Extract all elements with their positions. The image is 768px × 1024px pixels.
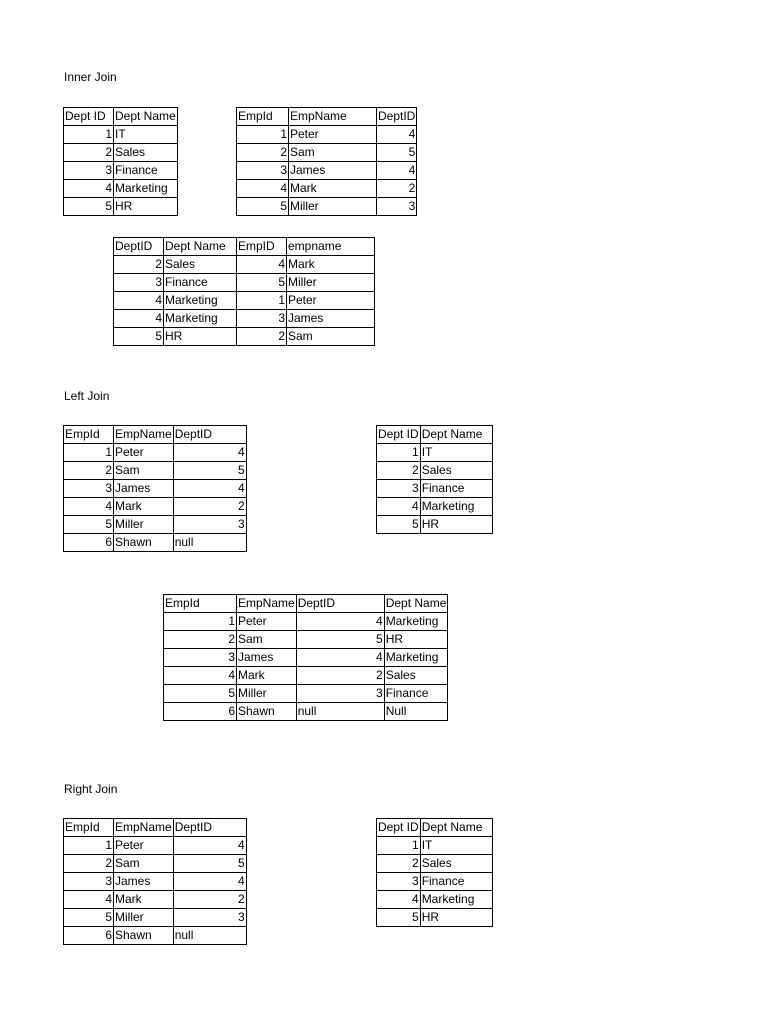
table-row: [237, 180, 417, 198]
section-title-left-join: Left Join: [64, 389, 110, 403]
table-cell: 4: [237, 180, 289, 198]
left-emp-table: [63, 425, 247, 552]
left-dept-table: [376, 425, 493, 534]
table-cell: 5: [377, 144, 417, 162]
table-cell: Miller: [237, 685, 297, 703]
table-cell: Miller: [287, 274, 375, 292]
column-header: EmpId: [164, 595, 237, 613]
column-header: empname: [287, 238, 375, 256]
table-cell: 3: [296, 685, 384, 703]
table-cell: 1: [237, 292, 287, 310]
table-cell: 5: [114, 328, 164, 346]
table-cell: 2: [64, 462, 114, 480]
table-cell: null: [296, 703, 384, 721]
table-cell: 4: [114, 310, 164, 328]
right-dept-table-header-row: [377, 819, 493, 837]
table-cell: Mark: [287, 256, 375, 274]
table-cell: 4: [173, 444, 246, 462]
column-header: EmpName: [114, 426, 174, 444]
table-cell: Marketing: [164, 310, 237, 328]
table-cell: 5: [237, 198, 289, 216]
table-cell: 4: [377, 126, 417, 144]
table-cell: 4: [114, 292, 164, 310]
table-row: [64, 837, 247, 855]
section-title-inner-join: Inner Join: [64, 70, 117, 84]
table-cell: Marketing: [384, 613, 448, 631]
table-row: [64, 180, 178, 198]
table-cell: 6: [64, 534, 114, 552]
inner-dept-table-header-row: [64, 108, 178, 126]
table-cell: HR: [384, 631, 448, 649]
table-cell: 2: [237, 144, 289, 162]
table-cell: 1: [377, 837, 421, 855]
table-cell: HR: [114, 198, 178, 216]
table-cell: HR: [420, 909, 492, 927]
table-cell: Peter: [114, 444, 174, 462]
inner-result-table: [113, 237, 375, 346]
table-cell: Shawn: [114, 534, 174, 552]
table-row: [64, 144, 178, 162]
table-cell: 2: [114, 256, 164, 274]
table-cell: 2: [296, 667, 384, 685]
table-cell: 4: [237, 256, 287, 274]
table-cell: HR: [420, 516, 492, 534]
table-cell: Marketing: [384, 649, 448, 667]
table-cell: 5: [64, 909, 114, 927]
table-cell: IT: [420, 837, 492, 855]
table-cell: Finance: [420, 480, 492, 498]
inner-emp-table-header-row: [237, 108, 417, 126]
table-cell: Finance: [114, 162, 178, 180]
table-cell: James: [114, 480, 174, 498]
table-cell: Mark: [114, 891, 174, 909]
table-cell: Mark: [114, 498, 174, 516]
table-cell: Miller: [289, 198, 377, 216]
table-cell: 2: [237, 328, 287, 346]
column-header: DeptID: [173, 426, 246, 444]
table-cell: James: [237, 649, 297, 667]
column-header: Dept Name: [164, 238, 237, 256]
table-cell: Mark: [237, 667, 297, 685]
table-cell: Marketing: [114, 180, 178, 198]
table-cell: 3: [64, 480, 114, 498]
inner-dept-table: [63, 107, 178, 216]
inner-emp-table: [236, 107, 417, 216]
table-row: [237, 144, 417, 162]
table-cell: null: [173, 534, 246, 552]
table-row: [377, 498, 493, 516]
table-row: [164, 613, 448, 631]
left-result-table: [163, 594, 448, 721]
table-cell: 3: [377, 873, 421, 891]
table-row: [377, 873, 493, 891]
left-dept-table-header-row: [377, 426, 493, 444]
table-cell: Miller: [114, 909, 174, 927]
column-header: EmpName: [114, 819, 174, 837]
table-cell: James: [287, 310, 375, 328]
table-row: [237, 162, 417, 180]
table-row: [114, 256, 375, 274]
table-cell: 2: [173, 891, 246, 909]
table-cell: null: [173, 927, 246, 945]
table-cell: 6: [64, 927, 114, 945]
table-cell: 1: [377, 444, 421, 462]
table-row: [237, 198, 417, 216]
table-row: [377, 462, 493, 480]
inner-result-table-header-row: [114, 238, 375, 256]
table-cell: 2: [64, 855, 114, 873]
table-cell: 2: [377, 855, 421, 873]
table-row: [64, 891, 247, 909]
table-cell: Finance: [384, 685, 448, 703]
table-cell: IT: [420, 444, 492, 462]
table-cell: Shawn: [237, 703, 297, 721]
table-cell: Finance: [164, 274, 237, 292]
table-row: [164, 631, 448, 649]
table-row: [164, 703, 448, 721]
table-cell: Finance: [420, 873, 492, 891]
table-row: [64, 534, 247, 552]
table-cell: Sam: [237, 631, 297, 649]
table-row: [114, 328, 375, 346]
table-cell: James: [114, 873, 174, 891]
column-header: EmpId: [64, 426, 114, 444]
table-row: [164, 685, 448, 703]
table-row: [64, 462, 247, 480]
table-row: [377, 891, 493, 909]
table-cell: Marketing: [420, 498, 492, 516]
table-row: [64, 444, 247, 462]
table-cell: Miller: [114, 516, 174, 534]
table-cell: 1: [64, 837, 114, 855]
table-cell: 4: [377, 498, 421, 516]
table-cell: Marketing: [420, 891, 492, 909]
column-header: Dept Name: [420, 426, 492, 444]
right-emp-table-header-row: [64, 819, 247, 837]
table-cell: 3: [173, 909, 246, 927]
table-cell: 5: [173, 855, 246, 873]
table-cell: 4: [173, 837, 246, 855]
table-cell: 3: [237, 162, 289, 180]
table-cell: 5: [377, 516, 421, 534]
right-emp-table: [63, 818, 247, 945]
table-cell: 5: [64, 516, 114, 534]
table-cell: 1: [64, 444, 114, 462]
table-row: [64, 126, 178, 144]
table-cell: Sam: [114, 855, 174, 873]
table-cell: Null: [384, 703, 448, 721]
table-row: [377, 516, 493, 534]
table-row: [377, 855, 493, 873]
column-header: DeptID: [377, 108, 417, 126]
table-cell: 6: [164, 703, 237, 721]
table-row: [377, 909, 493, 927]
column-header: EmpName: [289, 108, 377, 126]
left-result-table-header-row: [164, 595, 448, 613]
table-cell: 5: [164, 685, 237, 703]
table-cell: 4: [164, 667, 237, 685]
table-cell: 4: [64, 498, 114, 516]
table-cell: Peter: [237, 613, 297, 631]
column-header: DeptID: [114, 238, 164, 256]
table-cell: 1: [164, 613, 237, 631]
table-row: [377, 837, 493, 855]
table-cell: Sam: [114, 462, 174, 480]
table-cell: Sam: [289, 144, 377, 162]
table-cell: Mark: [289, 180, 377, 198]
column-header: Dept ID: [377, 819, 421, 837]
column-header: Dept ID: [377, 426, 421, 444]
column-header: Dept Name: [420, 819, 492, 837]
table-cell: 5: [173, 462, 246, 480]
table-cell: 3: [64, 162, 114, 180]
column-header: EmpName: [237, 595, 297, 613]
table-cell: Sam: [287, 328, 375, 346]
table-row: [114, 310, 375, 328]
table-row: [114, 292, 375, 310]
table-row: [64, 498, 247, 516]
table-cell: 3: [377, 198, 417, 216]
table-cell: 2: [377, 462, 421, 480]
table-row: [64, 927, 247, 945]
table-cell: Sales: [420, 855, 492, 873]
column-header: EmpId: [237, 108, 289, 126]
table-cell: IT: [114, 126, 178, 144]
table-cell: Sales: [420, 462, 492, 480]
table-cell: 3: [164, 649, 237, 667]
table-cell: 4: [377, 891, 421, 909]
table-cell: 3: [237, 310, 287, 328]
table-cell: 3: [377, 480, 421, 498]
column-header: Dept ID: [64, 108, 114, 126]
table-row: [164, 667, 448, 685]
table-cell: 1: [237, 126, 289, 144]
column-header: DeptID: [296, 595, 384, 613]
table-cell: 2: [377, 180, 417, 198]
table-row: [237, 126, 417, 144]
table-cell: HR: [164, 328, 237, 346]
column-header: Dept Name: [114, 108, 178, 126]
table-cell: Sales: [384, 667, 448, 685]
table-cell: 3: [173, 516, 246, 534]
table-row: [377, 444, 493, 462]
table-cell: Sales: [164, 256, 237, 274]
table-cell: 4: [377, 162, 417, 180]
table-cell: 2: [173, 498, 246, 516]
table-row: [64, 480, 247, 498]
table-cell: 5: [377, 909, 421, 927]
table-cell: 4: [296, 613, 384, 631]
column-header: EmpId: [64, 819, 114, 837]
table-cell: 2: [64, 144, 114, 162]
table-row: [114, 274, 375, 292]
table-row: [64, 909, 247, 927]
table-row: [377, 480, 493, 498]
table-cell: 1: [64, 126, 114, 144]
table-cell: 5: [237, 274, 287, 292]
table-row: [64, 162, 178, 180]
column-header: DeptID: [173, 819, 246, 837]
table-cell: Peter: [287, 292, 375, 310]
table-cell: 4: [64, 891, 114, 909]
table-row: [64, 855, 247, 873]
table-cell: 3: [64, 873, 114, 891]
table-row: [64, 198, 178, 216]
table-cell: 4: [173, 480, 246, 498]
table-cell: 4: [296, 649, 384, 667]
table-row: [64, 516, 247, 534]
right-dept-table: [376, 818, 493, 927]
table-cell: 5: [296, 631, 384, 649]
table-cell: 5: [64, 198, 114, 216]
table-row: [164, 649, 448, 667]
left-emp-table-header-row: [64, 426, 247, 444]
section-title-right-join: Right Join: [64, 782, 118, 796]
table-row: [64, 873, 247, 891]
table-cell: Sales: [114, 144, 178, 162]
table-cell: Marketing: [164, 292, 237, 310]
column-header: Dept Name: [384, 595, 448, 613]
table-cell: Peter: [114, 837, 174, 855]
column-header: EmpID: [237, 238, 287, 256]
table-cell: 3: [114, 274, 164, 292]
table-cell: Peter: [289, 126, 377, 144]
table-cell: 4: [173, 873, 246, 891]
table-cell: 2: [164, 631, 237, 649]
table-cell: James: [289, 162, 377, 180]
table-cell: Shawn: [114, 927, 174, 945]
table-cell: 4: [64, 180, 114, 198]
